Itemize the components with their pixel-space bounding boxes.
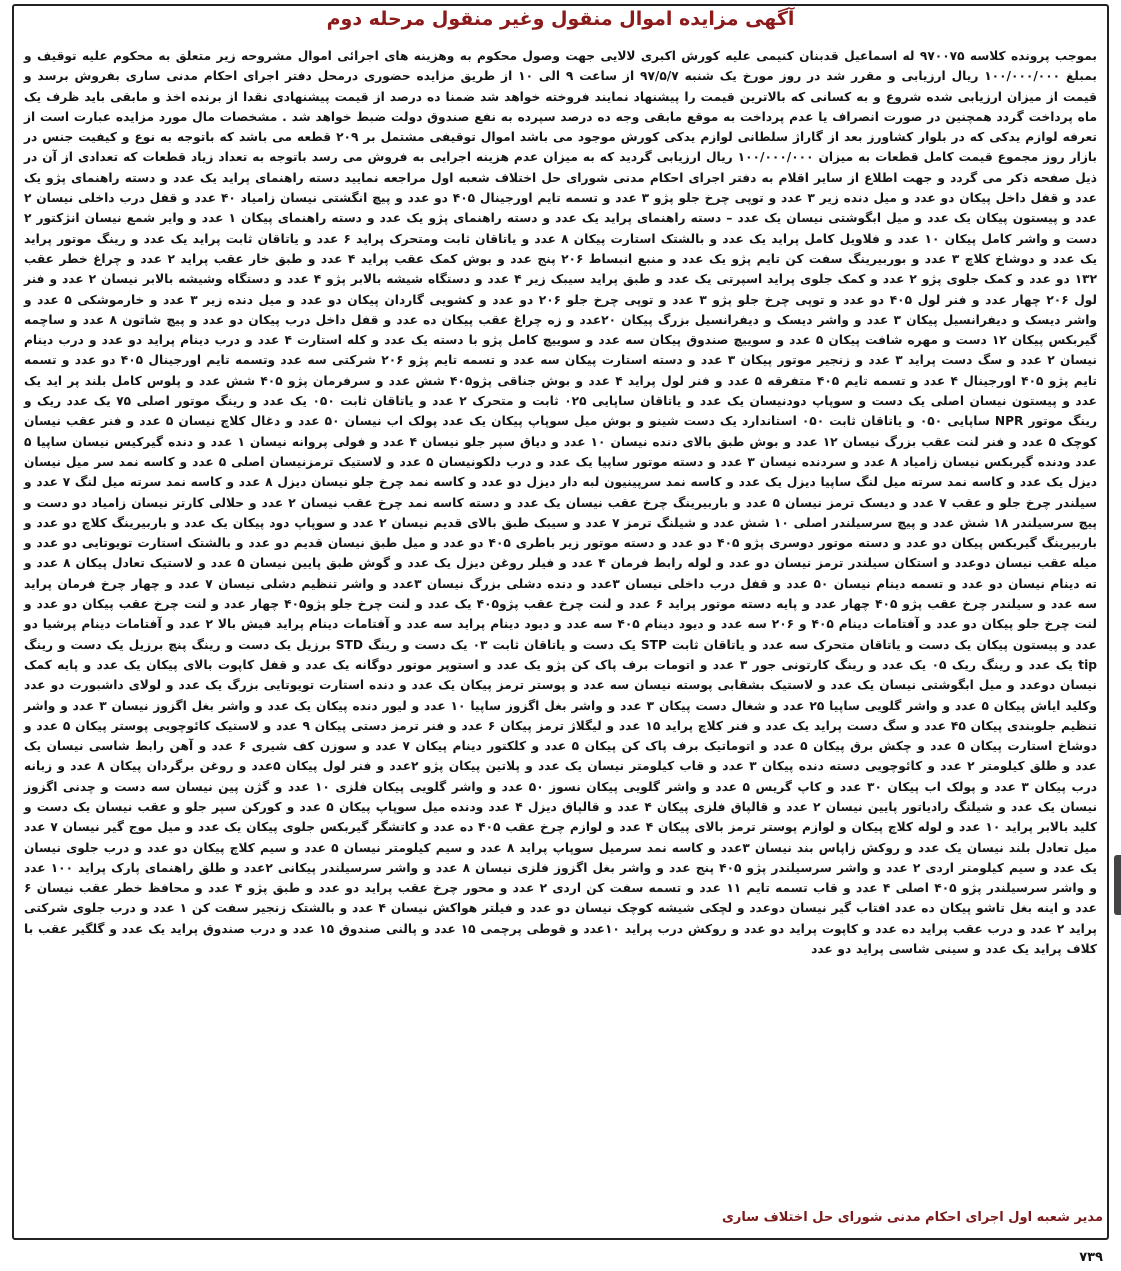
notice-frame <box>12 4 1109 1240</box>
notice-body: بموجب پرونده کلاسه ۹۷۰۰۷۵ له اسماعیل قدبنان کنیمی علیه کورش اکبری لالایی جهت وصول محکوم به وهزینه های اجرائی اموال مشروحه زیر متعلق به محکوم علیه توقیف و بمبلغ ۱۰۰/۰۰۰/۰۰۰ ریال ارزیابی و مقرر شد در روز مورخ یک شنبه ۹۷/۵/۷ از ساعت ۹ الی ۱۰ از طریق مزایده حضوری درمحل دفتر اجرای احکام مدنی ساری بفروش برسد و قیمت از میزان ارزیابی شده شروع و به کسانی که بالاترین قیمت را پیشنهاد نمایند فروخته خواهد شد ضمنا ده درصد از قیمت پیشنهادی نقدا از برنده اخذ و مابقی باید ظرف یک ماه پرداخت گردد همچنین در صورت انصراف یا عدم پرداخت به موقع مابقی وجه ده درصد سپرده به نفع صندوق دولت ضبط خواهد شد . مشخصات مال مورد مزایده عبارت است از تعرفه لوازم یدکی که در بلوار کشاورز بعد از گاراژ سلطانی لوازم یدکی کورش موجود می باشد اموال توقیفی مشتمل بر ۲۰۹ قطعه می باشد که باتوجه به نوع و کیفیت جنس در بازار روز مجموع قیمت کامل قطعات به میزان ۱۰۰/۰۰۰/۰۰۰ ریال ارزیابی گردید که به میزان عدم هزینه اجرایی به فروش می رسد باتوجه به تعداد زیاد قطعات که تعدادی از آن در ذیل صفحه ذکر می گردد و جهت اطلاع از سایر اقلام به دفتر اجرای احکام مدنی شورای حل اختلاف شعبه اول مراجعه نمایید دسته راهنمای پراید یک عدد و دسته راهنمای پژو یک عدد و قفل داخل پیکان دو عدد و میل دنده زیر ۳ عدد و توپی چرخ جلو پژو ۳ عدد و تسمه تایم اورجینال ۴۰۵ دو عدد و پیچ انگشتی نیسان زامیاد ۴۰ عدد و قفل درب داخلی نیسان ۲ عدد و پیستون پیکان یک عدد و میل ابگوشتی نیسان یک عدد – دسته راهنمای پراید یک عدد و دسته راهنمای پژو یک عدد و دسته راهنمای پیکان ۱ عدد و وایر شمع نیسان انژکتور ۲ دست و واشر کامل پیکان ۱۰ عدد و فلاویل کامل پراید یک عدد و بالشتک استارت پیکان ۸ عدد و یاتاقان ثابت ومتحرک پراید ۶ عدد و یاتاقان ثابت پراید یک عدد و رینگ موتور پراید یک عدد و دوشاخ کلاچ ۳ عدد و بوربیرینگ سفت کن تایم پژو یک عدد و منبع انبساط ۲۰۶ پنج عدد و بوش کمک عقب پراید ۴ عدد و طبق خار عقب پراید ۲ عدد و چراغ خطر عقب ۱۳۲ دو عدد و کمک جلوی پژو ۲ عدد و کمک جلوی پراید اسپرتی یک عدد و طبق پراید سیبک زیر ۴ عدد و دستگاه شیشه بالابر پژو ۴ عدد و دستگاه وشیشه بالابر نیسان ۲ عدد و فنر لول ۲۰۶ چهار عدد و فنر لول ۴۰۵ دو عدد و توپی چرخ جلو پژو ۳ عدد و توپی چرخ جلو ۲۰۶ دو عدد و کشویی گاردان پیکان دو عدد و میل دنده زیر ۳ عدد و خارموشکی ۵ عدد و واشر دیسک و دیفرانسیل پیکان ۳ عدد و واشر دیسک و دیفرانسیل بزرگ پیکان ۲۰عدد و زه چراغ عقب پیکان ده عدد و قفل داخل درب پیکان دو عدد و پیچ شاتون ۸ عدد و ساچمه گیربکس پیکان ۱۲ دست و مهره شافت پیکان ۵ عدد و سوییچ صندوق پیکان سه عدد و سوییچ کامل پژو با دسته یک عدد و کله استارت ۴ عدد و درب دینام پراید دو عدد و درب دینام نیسان ۲ عدد و سگ دست پراید ۳ عدد و زنجیر موتور پیکان ۳ عدد و دسته استارت پیکان سه عدد و تسمه تایم پژو ۲۰۶ شرکتی سه عدد وتسمه تایم اورجینال ۴۰۵ دو عدد و تسمه تایم پژو ۴۰۵ اورجینال ۴ عدد و تسمه تایم ۴۰۵ متفرقه ۵ عدد و فنر لول پراید ۴ عدد و بوش جناقی پژو۴۰۵ شش عدد و سرفرمان پژو ۴۰۵ شش عدد و پلوس کامل بلند پر اید یک عدد و پیستون نیسان اصلی یک دست و سوپاپ دودنیسان یک عدد و یاتاقان ساپایی ۰۲۵ ثابت و متحرک ۲ عدد و یاتاقان ثابت ۰۵۰ یک عدد و رینگ موتور اصلی ۷۵ یک عدد ریک و رینگ موتور NPR ساپایی ۰۵۰ و یاتاقان ثابت ۰۵۰ استاندارد یک دست شینو و بوش میل سوپاپ پیکان یک عدد پولک اب نیسان ۵۰ عدد و دغال کلاچ نیسان ۵ عدد و فنر عقب نیسان کوچک ۵ عدد و فنر لنت عقب بزرگ نیسان ۱۲ عدد و بوش طبق بالای دنده نیسان ۱۰ عدد و دیاق سپر جلو نیسان ۴ عدد و فولی پروانه نیسان ۱ عدد و دنده گیرکیس نیسان ساپیا ۵ عدد ودنده گیربکس نیسان زامیاد ۸ عدد و سردنده نیسان ۳ عدد و دسته موتور ساپیا یک عدد و درب دلکونیسان ۵ عدد و لاستیک ترمزنیسان اصلی ۵ عدد و کاسه نمد سر میل نیسان دیزل یک عدد و کاسه نمد سرته میل لنگ ساپیا دیزل یک عدد و کاسه نمد سرپینیون لبه دار دیزل دو عدد و کاسه نمد چرخ جلو نیسان دیزل ۸ عدد و کاسه نمد سرته میل لنگ ۷ عدد و سیلندر چرخ جلو و عقب ۷ عدد و دیسک ترمز نیسان ۵ عدد و باربیرینگ چرخ عقب نیسان یک عدد و دسته کاسه نمد چرخ عقب نیسان ۲ عدد و حلالی کارتر نیسان زامیاد دو دست و پیچ سرسیلندر ۱۸ شش عدد و پیچ سرسیلندر اصلی ۱۰ شش عدد و شیلنگ ترمز ۷ عدد و سیبک طبق بالای قدیم نیسان ۲ عدد و سوپاپ دود پیکان یک عدد و باربیرینگ کلاچ دو عدد و باربیرینگ گیربکس پیکان دو عدد و دسته موتور دوسری پژو ۴۰۵ دو عدد و دسته موتور زیر باطری ۴۰۵ دو عدد و میل طبق نیسان قدیم دو عدد و بالشتک استارت تویوتایی دو عدد و میله عقب نیسان دوعدد و استکان سیلندر ترمز نیسان دو عدد و لوله رابط فرمان ۴ عدد و فیلر روغن دیزل یک عدد و گوش طبق پایین نیسان ۵ عدد و لاستیک تعادل پیکان ۸ عدد و ته دینام نیسان دو عدد و تسمه دینام نیسان ۵۰ عدد و قفل درب داخلی نیسان ۳عدد و دنده دشلی بزرگ نیسان ۳عدد و واشر تنظیم دشلی نیسان ۷ عدد و چهار چرخ فرمان پراید سه عدد و سیلندر چرخ عقب پژو ۴۰۵ چهار عدد و پایه دسته موتور پراید ۶ عدد و لنت چرخ عقب پژو۴۰۵ یک عدد و لنت چرخ جلو پژو۴۰۵ چهار عدد و لنت چرخ عقب پیکان دو عدد و لنت چرخ جلو پیکان دو عدد و آفتامات دینام ۴۰۵ و ۲۰۶ سه عدد و دیود دینام ۴۰۵ سه عدد و دیود دینام پراید سه عدد و آفتامات دینام پراید فیش بالا ۲ عدد و آفتامات دینام پرشیا دو عدد و پیستون پیکان یک دست و یاتاقان متحرک سه عدد و یاتاقان ثابت STP یک دست و یاتاقان ثابت ۰۳ یک دست و رینگ STD برزیل یک دست و رینگ پنچ برزیل یک دست و رینگ tip یک عدد و رینگ ریک ۰۵ یک عدد و رینگ کارتونی جور ۳ عدد و اتومات برف پاک کن پژو یک عدد و استوپر موتور دوگانه یک عدد و قفل کاپوت بالای پیکان یک عدد و پایه کمک نیسان دوعدد و میل ابگوشتی نیسان یک عدد و لاستیک بشقابی پوسته نیسان سه عدد و پوستر ترمز پیکان یک عدد و دنده استارت تویوتایی بزرگ یک عدد و لولای داشبورت دو عدد وکلید ایاش پیکان ۵ عدد و واشر گلویی ساپیا ۲۵ عدد و شغال دست پیکان ۳ عدد و واشر بغل اگزوز ساپیا ۱۰ عدد و لیور دنده پیکان یک عدد و واشر بغل اگزوز نیسان ۳ عدد و واشر تنظیم جلوبندی پیکان ۴۵ عدد و سگ دست پراید یک عدد و فنر کلاچ پراید ۱۵ عدد و لیگلاژ ترمز پیکان ۶ عدد و فنر ترمز دستی پیکان ۹ عدد و لاستیک کائوچویی پوستر پیکان ۵ عدد و دوشاخ استارت پیکان ۵ عدد و چکش برق پیکان ۵ عدد و اتوماتیک برف پاک کن پیکان ۵ عدد و کلکتور دینام پیکان ۷ عدد و سوزن کف شیری ۶ عدد و آهن رابط شاسی نیسان یک عدد و طلق کیلومتر ۲ عدد و کائوچویی دسته دنده پیکان ۳ عدد و قاب کیلومتر نیسان یک عدد و پلاتین پیکان پژو ۲عدد و فنر لول پیکان ۵عدد و روغن برگردان پیکان ۸ عدد و زبانه درب پیکان ۳ عدد و پولک اب پیکان ۳۰ عدد و کاپ گریس ۵ عدد و واشر گلویی پیکان نسوز ۵۰ عدد و واشر گلویی پیکان فلزی ۱۰ عدد و گژن پین نیسان سه دست و چدنی اگزوز نیسان یک عدد و شیلنگ رادیاتور پایین نیسان ۲ عدد و قالپاق فلزی پیکان ۴ عدد و قالپاق دیزل ۴ عدد ودنده میل سوپاپ پیکان ۵ عدد و کورکن سپر جلو و عقب نیسان یک دست و کلید بالابر پراید ۱۰ عدد و لوله کلاچ پیکان و لوازم پوستر ترمز بالای پیکان ۴ عدد و لوازم چرخ عقب ۴۰۵ ده عدد و کاتشگر گیربکس جلوی پیکان یک عدد و میل موج گیر نیسان ۷ عدد میل تعادل بلند نیسان یک عدد و روکش زاپاس بند نیسان ۳عدد و کاسه نمد سرمیل سوپاپ پراید ۸ عدد و سیم کیلومتر نیسان ۵ عدد و سیم کلاچ پیکان دو عدد و درب جلوی نیسان یک عدد و سیم کیلومتر اردی ۲ عدد و واشر سرسیلندر پژو ۴۰۵ پنج عدد و واشر بغل اگزوز فلزی نیسان ۸ عدد و واشر سرسیلندر پیکانی ۲عدد و طلق راهنمای پارک پراید ۱۰۰ عدد و واشر سرسیلندر پژو ۴۰۵ اصلی ۴ عدد و قاب تسمه تایم ۱۱ عدد و تسمه سفت کن اردی ۲ عدد و محور چرخ عقب پراید دو عدد و طبق پژو ۴ عدد و محافظ خطر عقب نیسان ۶ عدد و اینه بغل تاشو پیکان ده عدد افتاب گیر نیسان دوعدد و لچکی شیشه کوچک نیسان دو عدد و فیلتر هواکش نیسان ۴ عدد و بالشتک زنجیر سفت کن ۱ عدد و درب جلوی شرکتی پراید ۲ عدد و درب عقب پراید ده عدد و کاپوت پراید دو عدد و روکش درب پراید ۱۰عدد و قوطی پرچمی ۱۵ عدد و پالنی صندوق ۱۵ عدد و درب صندوق پراید یک عدد و گلگیر عقب با کلاف پراید یک عدد و سینی شاسی پراید دو عدد <box>24 49 1098 957</box>
page-edge-marker <box>1114 855 1121 915</box>
notice-signature: مدیر شعبه اول اجرای احکام مدنی شورای حل اختلاف ساری <box>722 1210 1103 1225</box>
page-number: ۷۳۹ <box>1079 1250 1103 1265</box>
notice-title: آگهی مزایده اموال منقول وغیر منقول مرحله دوم <box>326 8 795 30</box>
